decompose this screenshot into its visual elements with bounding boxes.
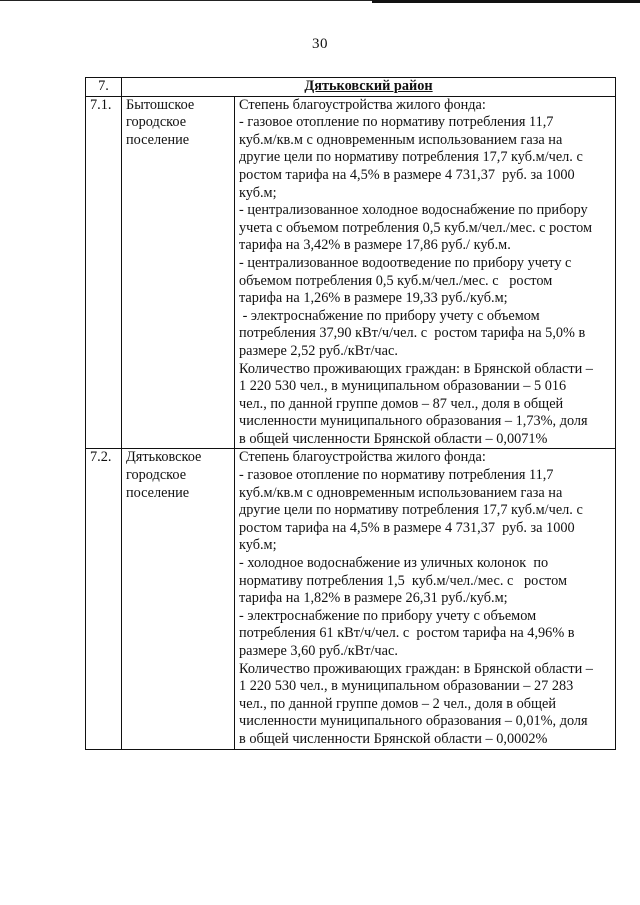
description-line: 1 220 530 чел., в муниципальном образовании – 5 016 xyxy=(239,378,567,395)
settlement-name xyxy=(122,449,235,749)
tariff-description xyxy=(235,96,616,449)
description-line: численности муниципального образования – 0,01%, доля xyxy=(239,713,588,730)
top-rule-heavy xyxy=(372,0,640,3)
description-line: нормативу потребления 1,5 куб.м/чел./мес. с ростом xyxy=(239,572,568,589)
tariff-table xyxy=(85,77,616,750)
settlement-name-line: Дятьковское xyxy=(126,449,202,466)
description-line: объемом потребления 0,5 куб.м/чел./мес. с ростом xyxy=(239,272,553,289)
description-line: ростом тарифа на 4,5% в размере 4 731,37 руб. за 1000 xyxy=(239,166,575,183)
description-line: чел., по данной группе домов – 2 чел., доля в общей xyxy=(239,695,557,712)
description-line: Степень благоустройства жилого фонда: xyxy=(239,449,486,466)
section-header-row xyxy=(86,78,616,97)
page-number: 30 xyxy=(312,36,328,52)
description-line: ростом тарифа на 4,5% в размере 4 731,37 руб. за 1000 xyxy=(239,519,575,536)
settlement-name-line: поселение xyxy=(126,131,190,148)
description-line: - электроснабжение по прибору учету с объемом xyxy=(239,307,540,324)
row-number: 7.1. xyxy=(86,96,122,449)
description-line: - газовое отопление по нормативу потребления 11,7 xyxy=(239,114,554,131)
description-line: куб.м/кв.м с одновременным использованием газа на xyxy=(239,484,563,501)
description-line: другие цели по нормативу потребления 17,7 куб.м/чел. с xyxy=(239,149,583,166)
tariff-description xyxy=(235,449,616,749)
description-line: Количество проживающих граждан: в Брянской области – xyxy=(239,660,593,677)
row-number: 7.2. xyxy=(86,449,122,749)
description-line: Степень благоустройства жилого фонда: xyxy=(239,96,486,113)
settlement-name-line: городское xyxy=(126,114,187,131)
description-line: 1 220 530 чел., в муниципальном образовании – 27 283 xyxy=(239,678,574,695)
settlement-name-line: поселение xyxy=(126,484,190,501)
description-line: - централизованное водоотведение по прибору учету с xyxy=(239,254,572,271)
description-line: куб.м/кв.м с одновременным использованием газа на xyxy=(239,131,563,148)
description-line: потребления 37,90 кВт/ч/чел. с ростом тарифа на 5,0% в xyxy=(239,325,586,342)
description-line: учета с объемом потребления 0,5 куб.м/чел./мес. с ростом xyxy=(239,219,593,236)
settlement-name-line: Бытошское xyxy=(126,96,195,113)
section-title: Дятьковский район xyxy=(122,78,616,97)
description-line: тарифа на 1,26% в размере 19,33 руб./куб.м; xyxy=(239,290,508,307)
settlement-name xyxy=(122,96,235,449)
description-line: размере 3,60 руб./кВт/час. xyxy=(239,643,398,659)
table-row xyxy=(86,96,616,449)
description-line: тарифа на 1,82% в размере 26,31 руб./куб.м; xyxy=(239,590,508,607)
description-line: другие цели по нормативу потребления 17,7 куб.м/чел. с xyxy=(239,502,583,519)
description-line: тарифа на 3,42% в размере 17,86 руб./ куб.м. xyxy=(239,237,511,254)
description-line: потребления 61 кВт/ч/чел. с ростом тарифа на 4,96% в xyxy=(239,625,575,642)
description-line: Количество проживающих граждан: в Брянской области – xyxy=(239,360,593,377)
table-row xyxy=(86,449,616,749)
description-line: - централизованное холодное водоснабжение по прибору xyxy=(239,202,588,219)
description-line: - холодное водоснабжение из уличных колонок по xyxy=(239,555,549,572)
description-line: в общей численности Брянской области – 0,0071% xyxy=(239,430,548,447)
description-line: размере 2,52 руб./кВт/час. xyxy=(239,342,398,359)
description-line: в общей численности Брянской области – 0,0002% xyxy=(239,730,548,747)
description-line: куб.м; xyxy=(239,184,277,201)
section-number: 7. xyxy=(86,78,122,97)
description-line: - газовое отопление по нормативу потребления 11,7 xyxy=(239,467,554,484)
description-line: куб.м; xyxy=(239,537,277,554)
description-line: - электроснабжение по прибору учету с объемом xyxy=(239,607,537,624)
description-line: чел., по данной группе домов – 87 чел., доля в общей xyxy=(239,395,564,412)
settlement-name-line: городское xyxy=(126,467,187,484)
description-line: численности муниципального образования – 1,73%, доля xyxy=(239,413,588,430)
